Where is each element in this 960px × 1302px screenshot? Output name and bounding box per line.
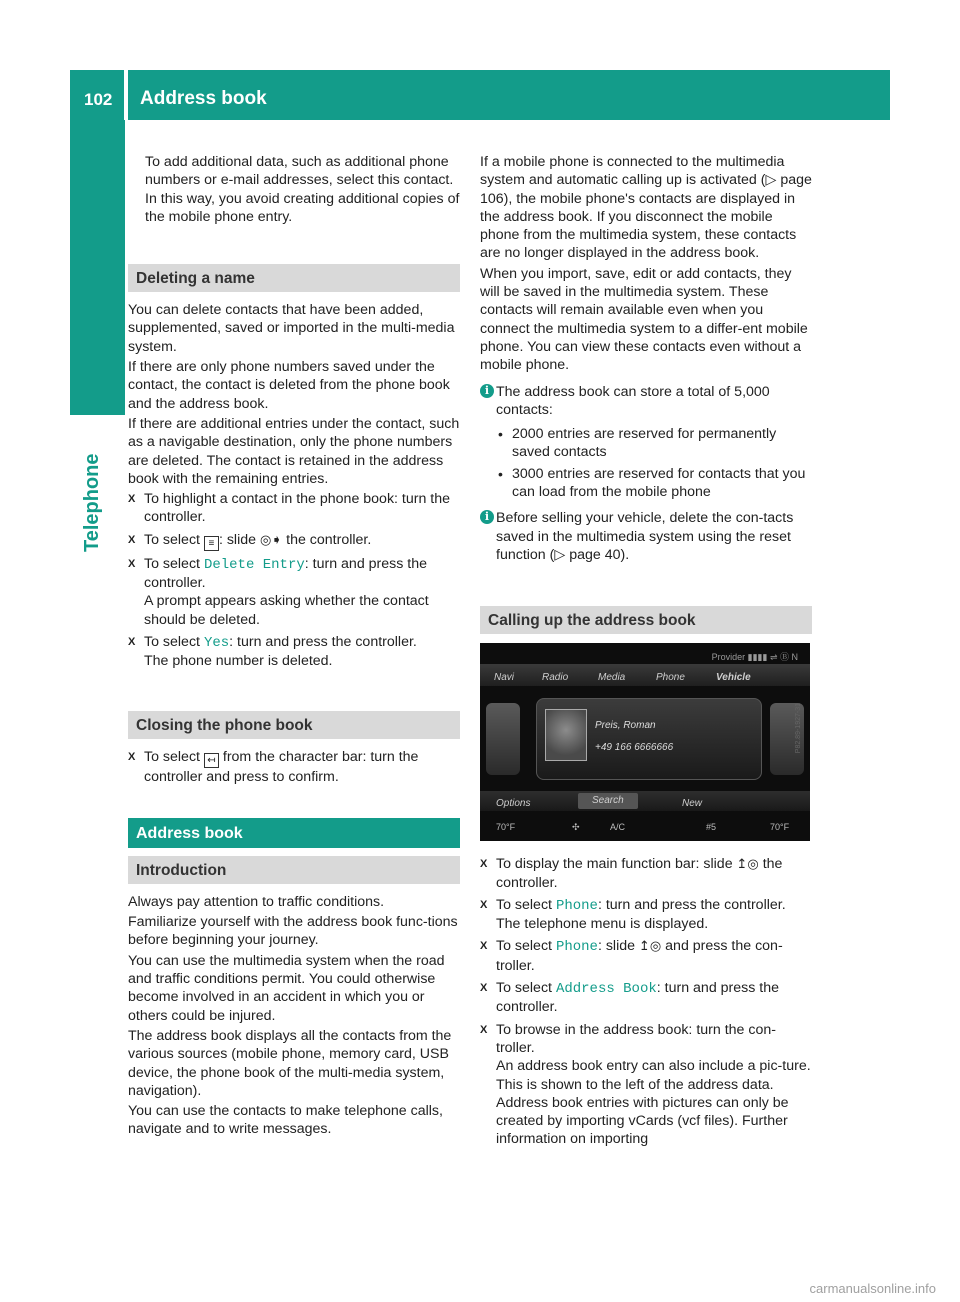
step-arrow-icon: X (480, 898, 488, 911)
step: X To select ≡ : slide ◎➧ the controller. (128, 531, 372, 549)
paragraph: If there are additional entries under the contact, such as a navigable destination, only the phone numbers are deleted. The contact is retained in the address book with the remaining entries. (128, 415, 460, 487)
step: X To highlight a contact in the phone book: turn the controller. (128, 491, 451, 526)
side-tab-label: Telephone (81, 453, 103, 552)
page-title: Address book (140, 88, 267, 109)
bar-item-search: Search (578, 793, 638, 809)
step-result: An address book entry can also include a pic-ture. This is shown to the left of the address data. Address book entries with pictures can only be created by importing vCards (vcf files). Further information on importing (496, 1058, 811, 1148)
step-arrow-icon: X (128, 750, 136, 763)
paragraph: If there are only phone numbers saved under the contact, the contact is deleted from the phone book and the address book. (128, 359, 450, 412)
step-result: The telephone menu is displayed. (496, 916, 709, 933)
step: X To select Delete Entry: turn and press the controller. A prompt appears asking whether the contact should be deleted. (128, 555, 429, 628)
menu-item-vehicle: Vehicle (716, 672, 751, 684)
display-text-yes: Yes (203, 634, 230, 651)
step: X To select Phone: turn and press the controller. The telephone menu is displayed. (480, 896, 786, 933)
page-reference[interactable]: ▷ page 106 (480, 172, 812, 207)
paragraph: Always pay attention to traffic conditions. (128, 893, 385, 910)
step: X To display the main function bar: slide ↥◎ the controller. (480, 856, 783, 891)
controller-slide-up-icon: ↥◎ (638, 938, 662, 954)
paragraph: You can delete contacts that have been added, supplemented, saved or imported in the multi-media system. (128, 302, 455, 355)
function-bar (480, 791, 810, 811)
contact-photo (545, 709, 587, 761)
system-screenshot: Provider ▮▮▮▮ ⇌ Ⓑ N Navi Radio Media Phone Vehicle Preis, Roman +49 166 6666666 Options Search New 70°F ✣ A/C #5 70°F P82.89-1927-31 (480, 643, 810, 841)
bar-item-new: New (682, 798, 703, 810)
bar-item-options: Options (496, 798, 531, 810)
step-arrow-icon: X (480, 940, 488, 953)
fan-icon: ✣ (572, 822, 580, 833)
step-arrow-icon: X (480, 858, 488, 871)
page-reference[interactable]: ▷ page 40 (554, 546, 621, 563)
step: X To select ↤ from the character bar: turn the controller and press to confirm. (128, 748, 419, 785)
step-arrow-icon: X (128, 493, 136, 506)
section-heading-closing: Closing the phone book (128, 711, 460, 739)
display-text-phone: Phone (555, 897, 598, 914)
paragraph: You can use the contacts to make telephone calls, navigate and to write messages. (128, 1103, 443, 1138)
paragraph: The address book displays all the contacts from the various sources (mobile phone, memory card, USB device, the phone book of the multi-media system, navigation). (128, 1027, 452, 1099)
intro-paragraph: To add additional data, such as additional phone numbers or e-mail addresses, select this contact. In this way, you avoid creating additional copies of the mobile phone entry. (145, 154, 460, 225)
step: X To select Yes: turn and press the controller. The phone number is deleted. (128, 633, 417, 670)
contact-number: +49 166 6666666 (595, 742, 674, 754)
paragraph: If a mobile phone is connected to the multimedia system and automatic calling up is activated (▷ page 106), the mobile phone's contacts are displayed in the address book. If you disconnect the mobile phone from the multimedia system, these contacts are no longer displayed in the address book. (480, 154, 812, 262)
info-icon: i (480, 384, 494, 398)
step: X To browse in the address book: turn the con-troller. An address book entry can also include a pic-ture. This is shown to the left of the address data. Address book entries with pictures can only be created by importing vCards (vcf files). Further information on importing (480, 1021, 811, 1148)
page-number: 102 (84, 90, 113, 109)
step-result: The phone number is deleted. (144, 653, 333, 670)
bullet-icon: • (498, 465, 503, 482)
header-divider (124, 70, 128, 120)
section-heading-deleting: Deleting a name (128, 264, 460, 292)
section-heading-introduction: Introduction (128, 856, 460, 884)
contact-name: Preis, Roman (595, 720, 656, 732)
footer-watermark[interactable]: carmanualsonline.info (809, 1281, 936, 1296)
step-arrow-icon: X (480, 982, 488, 995)
menu-item-phone: Phone (656, 672, 685, 684)
info-icon: i (480, 510, 494, 524)
menu-item-media: Media (598, 672, 626, 684)
left-column (128, 153, 460, 1141)
right-column (480, 153, 812, 1153)
step: X To select Phone: slide ↥◎ and press the con-troller. (480, 938, 783, 974)
paragraph: When you import, save, edit or add contacts, they will be saved in the multimedia system. These contacts will remain available even when you connect the multimedia system to a differ-ent mobile phone. You can view these contacts even without a mobile phone. (480, 265, 808, 374)
step-result: A prompt appears asking whether the contact should be deleted. (144, 593, 429, 628)
list-item: • 2000 entries are reserved for permanently saved contacts (498, 426, 777, 461)
step-arrow-icon: X (128, 635, 136, 648)
controller-slide-right-icon: ◎➧ (259, 531, 283, 547)
contact-card (536, 698, 762, 780)
menu-symbol-icon: ≡ (204, 536, 219, 551)
info-note: i Before selling your vehicle, delete the con-tacts saved in the multimedia system using the reset function (▷ page 40). (480, 509, 812, 564)
image-code: P82.89-1927-31 (794, 703, 802, 754)
display-text-address-book: Address Book (555, 981, 657, 998)
main-function-bar (480, 664, 810, 686)
menu-item-navi: Navi (494, 672, 515, 684)
paragraph: You can use the multimedia system when the road and traffic conditions permit. You could otherwise become involved in an accident in which you or others could be injured. (128, 952, 445, 1024)
step-arrow-icon: X (128, 557, 136, 570)
step-arrow-icon: X (128, 533, 136, 546)
chapter-heading-address-book: Address book (128, 818, 460, 848)
controller-slide-up-icon: ↥◎ (736, 856, 759, 872)
display-text-delete-entry: Delete Entry (203, 556, 305, 573)
info-note: i The address book can store a total of 5,000 contacts: (480, 383, 812, 420)
display-text-phone: Phone (555, 939, 598, 956)
back-symbol-icon: ↤ (204, 753, 219, 768)
paragraph: Familiarize yourself with the address book func-tions before beginning your journey. (128, 914, 458, 949)
bullet-icon: • (498, 426, 503, 443)
section-heading-calling: Calling up the address book (480, 606, 812, 634)
status-bar: Provider ▮▮▮▮ ⇌ Ⓑ N (711, 652, 798, 663)
carousel-left (486, 703, 520, 775)
list-item: • 3000 entries are reserved for contacts that you can load from the mobile phone (498, 465, 806, 501)
step-arrow-icon: X (480, 1023, 488, 1036)
menu-item-radio: Radio (542, 672, 569, 684)
step: X To select Address Book: turn and press the controller. (480, 980, 780, 1016)
